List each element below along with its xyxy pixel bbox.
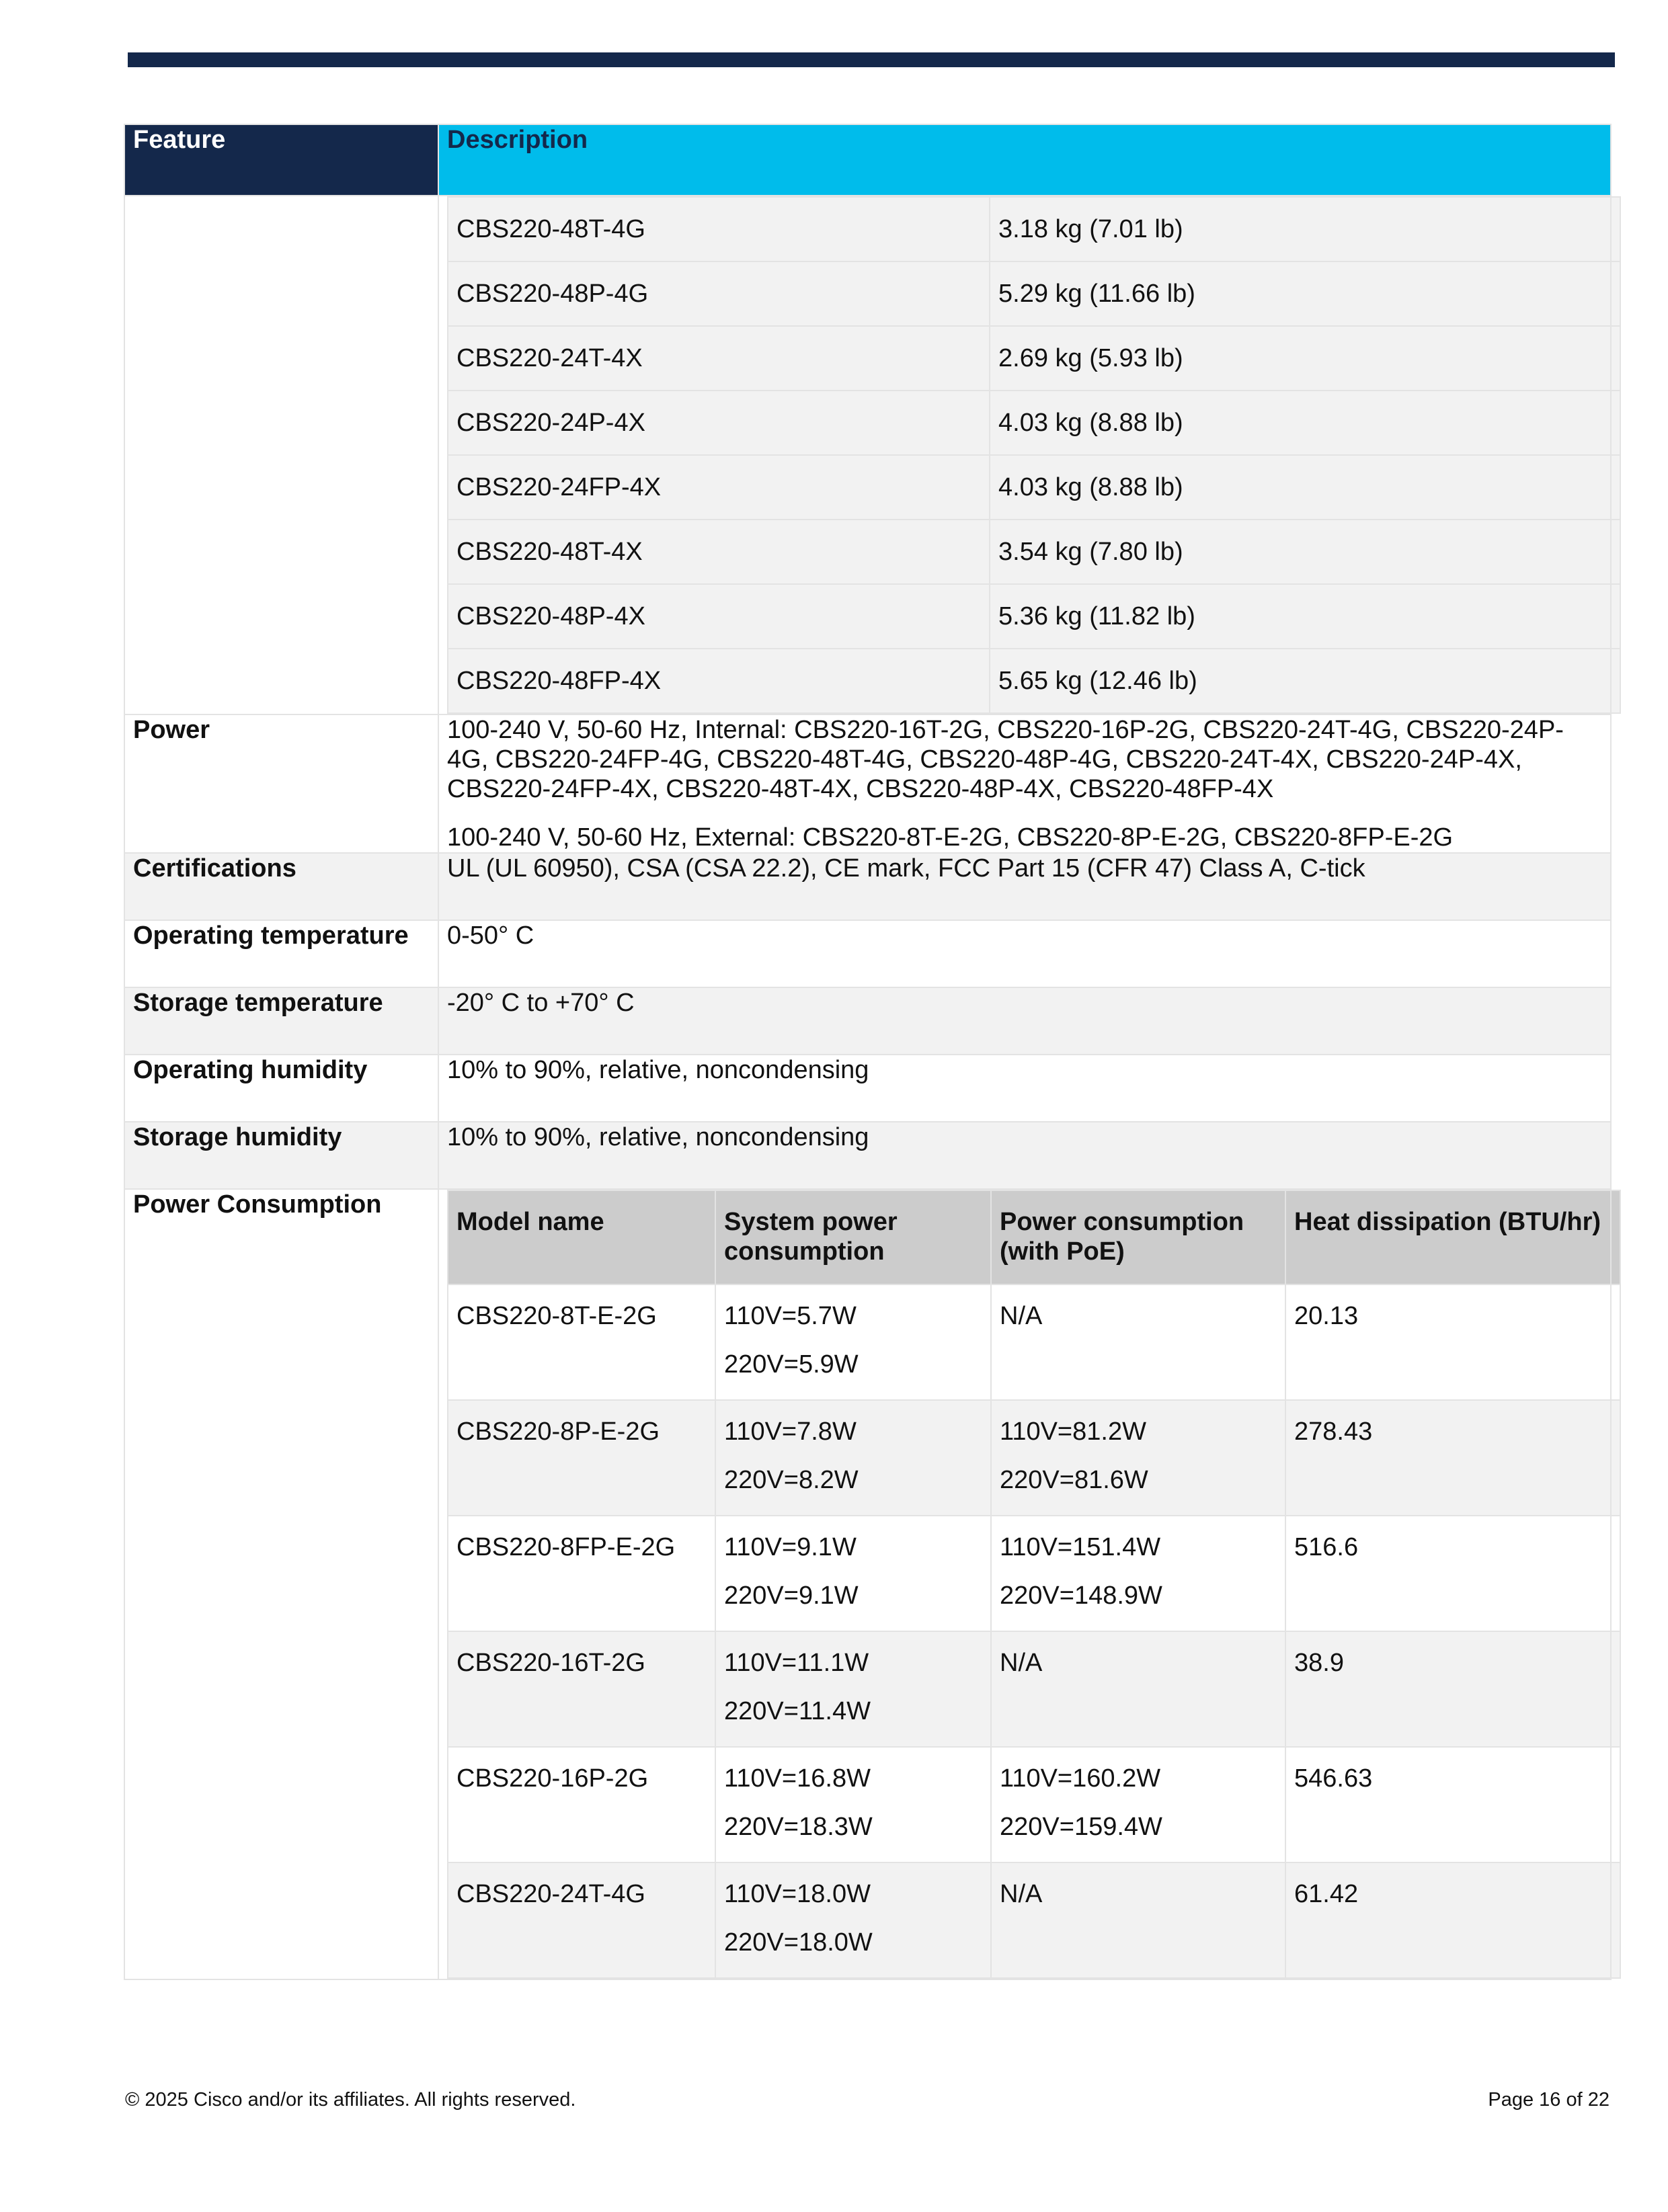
description-header: Description — [438, 124, 1611, 196]
pc-sys-110: 110V=7.8W — [724, 1418, 857, 1446]
weight-model: CBS220-48P-4G — [448, 261, 990, 326]
pc-poe-220: 220V=159.4W — [1000, 1813, 1162, 1841]
pc-sys-110: 110V=9.1W — [724, 1533, 857, 1561]
weights-cell — [438, 196, 1611, 714]
weight-model: CBS220-24P-4X — [448, 391, 990, 455]
footer-page-number: Page 16 of 22 — [1488, 2089, 1610, 2111]
certifications-value: UL (UL 60950), CSA (CSA 22.2), CE mark, FCC Part 15 (CFR 47) Class A, C-tick — [438, 853, 1611, 920]
weight-model: CBS220-24FP-4X — [448, 455, 990, 520]
weight-model: CBS220-48T-4X — [448, 520, 990, 584]
pc-heat: 38.9 — [1294, 1649, 1344, 1677]
table-row — [448, 326, 1620, 391]
pc-poe-110: 110V=81.2W — [1000, 1418, 1146, 1446]
pc-model: CBS220-8T-E-2G — [456, 1302, 657, 1330]
pc-col-system: System power consumption — [715, 1190, 991, 1284]
power-consumption-table — [447, 1190, 1621, 1979]
operating-temperature-row — [124, 920, 1611, 987]
weight-value: 5.29 kg (11.66 lb) — [990, 261, 1620, 326]
storage-temperature-row — [124, 987, 1611, 1055]
pc-sys-220: 220V=5.9W — [724, 1350, 859, 1379]
weight-row — [124, 196, 1611, 714]
pc-heat: 546.63 — [1294, 1764, 1373, 1793]
table-row — [448, 455, 1620, 520]
power-value — [438, 714, 1611, 853]
table-row — [448, 584, 1620, 649]
pc-model: CBS220-8FP-E-2G — [456, 1533, 676, 1561]
table-header-row — [124, 124, 1611, 196]
table-row — [448, 1516, 1620, 1631]
pc-model: CBS220-16P-2G — [456, 1764, 649, 1793]
pc-model: CBS220-16T-2G — [456, 1649, 645, 1677]
weight-value: 2.69 kg (5.93 lb) — [990, 326, 1620, 391]
power-row — [124, 714, 1611, 853]
power-external: 100-240 V, 50-60 Hz, External: CBS220-8T-E-2G, CBS220-8P-E-2G, CBS220-8FP-E-2G — [447, 823, 1454, 852]
weight-value: 4.03 kg (8.88 lb) — [990, 391, 1620, 455]
weight-model: CBS220-24T-4X — [448, 326, 990, 391]
pc-poe-110: 110V=151.4W — [1000, 1533, 1161, 1561]
weights-table — [447, 196, 1621, 714]
pc-sys-220: 220V=8.2W — [724, 1466, 859, 1494]
pc-poe-220: 220V=148.9W — [1000, 1582, 1162, 1610]
pc-sys-220: 220V=9.1W — [724, 1582, 859, 1610]
pc-header-row — [448, 1190, 1620, 1284]
pc-sys-220: 220V=18.0W — [724, 1928, 873, 1957]
table-row — [448, 197, 1620, 261]
weight-value: 5.36 kg (11.82 lb) — [990, 584, 1620, 649]
pc-model: CBS220-8P-E-2G — [456, 1418, 660, 1446]
table-row — [448, 391, 1620, 455]
pc-col-heat: Heat dissipation (BTU/hr) — [1285, 1190, 1620, 1284]
power-consumption-cell — [438, 1189, 1611, 1979]
weight-value: 3.54 kg (7.80 lb) — [990, 520, 1620, 584]
pc-poe-110: N/A — [1000, 1649, 1043, 1677]
certifications-label: Certifications — [124, 853, 438, 920]
pc-heat: 61.42 — [1294, 1880, 1359, 1908]
storage-humidity-value: 10% to 90%, relative, noncondensing — [438, 1122, 1611, 1189]
certifications-row — [124, 853, 1611, 920]
table-row — [448, 1631, 1620, 1747]
weight-value: 3.18 kg (7.01 lb) — [990, 197, 1620, 261]
pc-col-model: Model name — [448, 1190, 715, 1284]
operating-humidity-value: 10% to 90%, relative, noncondensing — [438, 1055, 1611, 1122]
pc-sys-110: 110V=11.1W — [724, 1649, 869, 1677]
table-row — [448, 1400, 1620, 1516]
storage-humidity-label: Storage humidity — [124, 1122, 438, 1189]
feature-cell-empty — [124, 196, 438, 714]
pc-sys-220: 220V=18.3W — [724, 1813, 873, 1841]
storage-temperature-label: Storage temperature — [124, 987, 438, 1055]
feature-header: Feature — [124, 124, 438, 196]
weight-value: 5.65 kg (12.46 lb) — [990, 649, 1620, 713]
pc-model: CBS220-24T-4G — [456, 1880, 645, 1908]
power-label: Power — [124, 714, 438, 853]
operating-temperature-label: Operating temperature — [124, 920, 438, 987]
table-row — [448, 520, 1620, 584]
weight-model: CBS220-48FP-4X — [448, 649, 990, 713]
pc-heat: 278.43 — [1294, 1418, 1373, 1446]
pc-heat: 20.13 — [1294, 1302, 1359, 1330]
pc-col-poe: Power consumption (with PoE) — [991, 1190, 1285, 1284]
storage-humidity-row — [124, 1122, 1611, 1189]
power-internal: 100-240 V, 50-60 Hz, Internal: CBS220-16T-2G, CBS220-16P-2G, CBS220-24T-4G, CBS220-24P-4G, CBS220-24FP-4G, CBS220-48T-4G, CBS220-48P-4G, CBS220-24T-4X, CBS220-24P-4X, CBS220-24FP-4X, CBS220-48T-4X, CBS220-48P-4X, CBS220-48FP-4X — [447, 716, 1564, 803]
pc-poe-110: N/A — [1000, 1302, 1043, 1330]
header-bar — [128, 52, 1615, 67]
weight-value: 4.03 kg (8.88 lb) — [990, 455, 1620, 520]
table-row — [448, 1284, 1620, 1400]
pc-sys-220: 220V=11.4W — [724, 1697, 871, 1725]
weight-model: CBS220-48P-4X — [448, 584, 990, 649]
storage-temperature-value: -20° C to +70° C — [438, 987, 1611, 1055]
spec-table — [124, 124, 1612, 1980]
operating-humidity-row — [124, 1055, 1611, 1122]
power-consumption-label: Power Consumption — [124, 1189, 438, 1979]
power-consumption-row — [124, 1189, 1611, 1979]
table-row — [448, 1862, 1620, 1978]
weight-model: CBS220-48T-4G — [448, 197, 990, 261]
pc-poe-220: 220V=81.6W — [1000, 1466, 1148, 1494]
operating-humidity-label: Operating humidity — [124, 1055, 438, 1122]
footer-copyright: © 2025 Cisco and/or its affiliates. All rights reserved. — [125, 2089, 576, 2111]
table-row — [448, 1747, 1620, 1862]
pc-poe-110: N/A — [1000, 1880, 1043, 1908]
pc-sys-110: 110V=18.0W — [724, 1880, 871, 1908]
pc-sys-110: 110V=16.8W — [724, 1764, 871, 1793]
table-row — [448, 261, 1620, 326]
pc-heat: 516.6 — [1294, 1533, 1359, 1561]
pc-sys-110: 110V=5.7W — [724, 1302, 857, 1330]
table-row — [448, 649, 1620, 713]
pc-poe-110: 110V=160.2W — [1000, 1764, 1161, 1793]
operating-temperature-value: 0-50° C — [438, 920, 1611, 987]
